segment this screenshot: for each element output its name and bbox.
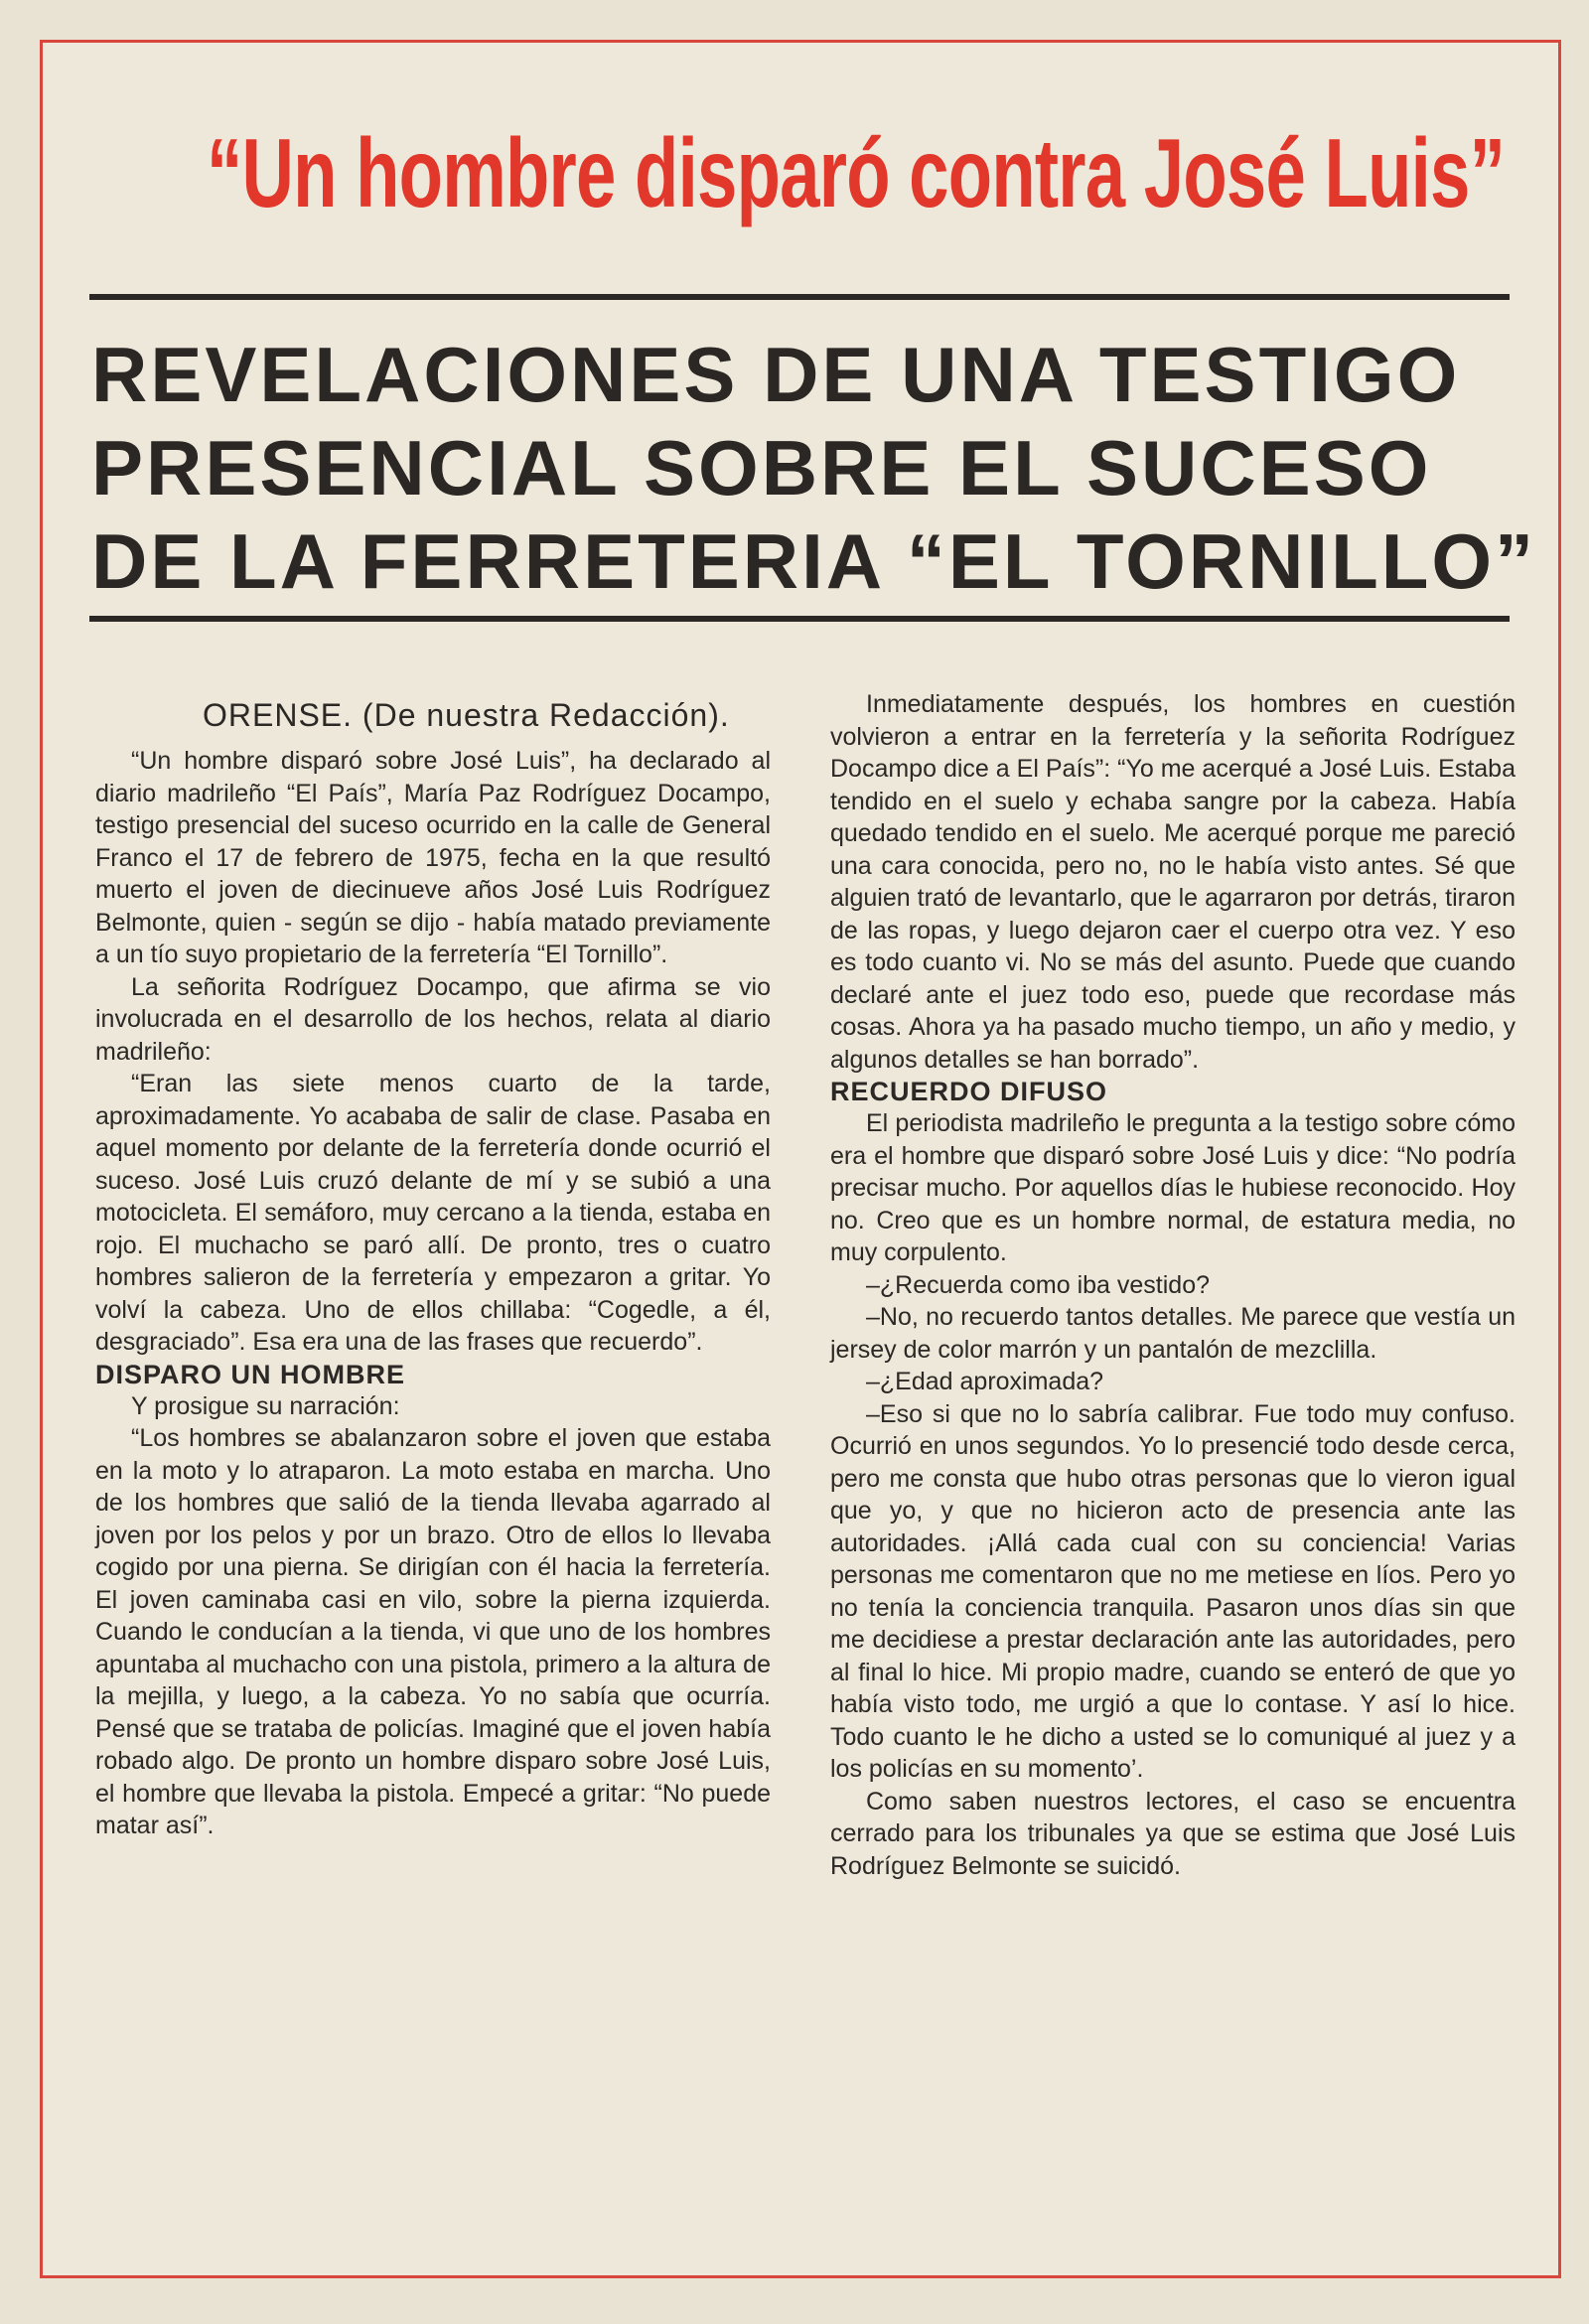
paragraph: –¿Recuerda como iba vestido? — [866, 1270, 1211, 1299]
top-rule — [89, 294, 1510, 300]
bottom-rule — [89, 616, 1510, 622]
subheadline — [91, 328, 1537, 608]
paragraph: El periodista madrileño le pregunta a la testigo sobre cómo era el hombre que disparó sobre José Luis y dice: “No podría precisar mucho. Por aquellos días le hubiese reconocido. Hoy no. Creo que es un hombre normal, de estatura media, no muy corpulento. — [830, 1109, 1516, 1266]
headline: “Un hombre disparó contra José Luis” — [207, 118, 1506, 227]
subheadline-line-2: PRESENCIAL SOBRE EL SUCESO — [91, 424, 1432, 511]
paragraph: Como saben nuestros lectores, el caso se encuentra cerrado para los tribunales ya que se estima que José Luis Rodríguez Belmonte se suicidó. — [830, 1787, 1516, 1880]
dateline: ORENSE. (De nuestra Redacción). — [203, 697, 730, 733]
left-column — [95, 695, 771, 1842]
paragraph: “Los hombres se abalanzaron sobre el joven que estaba en la moto y lo atraparon. La moto estaba en marcha. Uno de los hombres que salió de la tienda llevaba agarrado al joven por los pelos y por un brazo. Otro de ellos lo llevaba cogido por una pierna. Se dirigían con él hacia la ferretería. El joven caminaba casi en vilo, sobre la pierna izquierda. Cuando le conducían a la tienda, vi que uno de los hombres apuntaba al muchacho con una pistola, primero a la altura de la mejilla, y luego, a la cabeza. Yo no sabía que ocurría. Pensé que se trataba de policías. Imaginé que el joven había robado algo. De pronto un hombre disparo sobre José Luis, el hombre que llevaba la pistola. Empecé a gritar: “No puede matar así”. — [95, 1424, 771, 1839]
paragraph: –Eso si que no lo sabría calibrar. Fue todo muy confuso. Ocurrió en unos segundos. Yo lo presencié todo desde cerca, pero me consta que hubo otras personas que lo vieron igual que yo, y que no hicieron acto de presencia ante las autoridades. ¡Allá cada cual con su conciencia! Varias personas me comentaron que no me metiese en líos. Pero yo no tenía la conciencia tranquila. Pasaron unos días sin que me decidiese a prestar declaración ante las autoridades, pero al final lo hice. Mi propio madre, cuando se enteró de que yo había visto todo, me urgió a que lo contase. Y así lo hice. Todo cuanto le he dicho a usted se lo comuniqué al juez y a los policías en su momento’. — [830, 1399, 1516, 1783]
subheadline-line-3: DE LA FERRETERIA “EL TORNILLO” — [91, 517, 1537, 605]
paragraph: “Eran las siete menos cuarto de la tarde, aproximadamente. Yo acababa de salir de clase. Pasaba en aquel momento por delante de la ferretería donde ocurrió el suceso. José Luis cruzó delante de mí y se subió a una motocicleta. El semáforo, muy cercano a la tienda, estaba en rojo. El muchacho se paró allí. De pronto, tres o cuatro hombres salieron de la ferretería y empezaron a gritar. Yo volví la cabeza. Uno de ellos chillaba: “Cogedle, a él, desgraciado”. Esa era una de las frases que recuerdo”. — [95, 1070, 771, 1356]
paragraph: –¿Edad aproximada? — [866, 1368, 1104, 1395]
paragraph: Inmediatamente después, los hombres en cuestión volvieron a entrar en la ferretería y la señorita Rodríguez Docampo dice a El País”: “Yo me acerqué a José Luis. Estaba tendido en el suelo y echaba sangre por la cabeza. Había quedado tendido en el suelo. Me acerqué porque me pareció una cara conocida, pero no, no le había visto antes. Sé que alguien trató de levantarlo, que le agarraron por detrás, tiraron de las ropas, y luego dejaron caer el cuerpo otra vez. Y eso es todo cuanto vi. No se más del asunto. Puede que cuando declaré ante el juez todo eso, puede que recordase más cosas. Ahora ya ha pasado mucho tiempo, un año y medio, y algunos detalles se han borrado”. — [830, 690, 1516, 1074]
paragraph: –No, no recuerdo tantos detalles. Me parece que vestía un jersey de color marrón y un pantalón de mezclilla. — [830, 1303, 1516, 1364]
section-heading: DISPARO UN HOMBRE — [95, 1359, 406, 1389]
subheadline-line-1: REVELACIONES DE UNA TESTIGO — [91, 331, 1461, 418]
paragraph: La señorita Rodríguez Docampo, que afirma se vio involucrada en el desarrollo de los hechos, relata al diario madrileño: — [95, 972, 771, 1066]
right-column — [830, 688, 1516, 1882]
paragraph: Y prosigue su narración: — [131, 1391, 400, 1420]
section-heading: RECUERDO DIFUSO — [830, 1077, 1108, 1106]
paragraph: “Un hombre disparó sobre José Luis”, ha declarado al diario madrileño “El País”, María Paz Rodríguez Docampo, testigo presencial del suceso ocurrido en la calle de General Franco el 17 de febrero de 1975, fecha en la que resultó muerto el joven de diecinueve años José Luis Rodríguez Belmonte, quien - según se dijo - había matado previamente a un tío suyo propietario de la ferretería “El Tornillo”. — [95, 747, 771, 968]
